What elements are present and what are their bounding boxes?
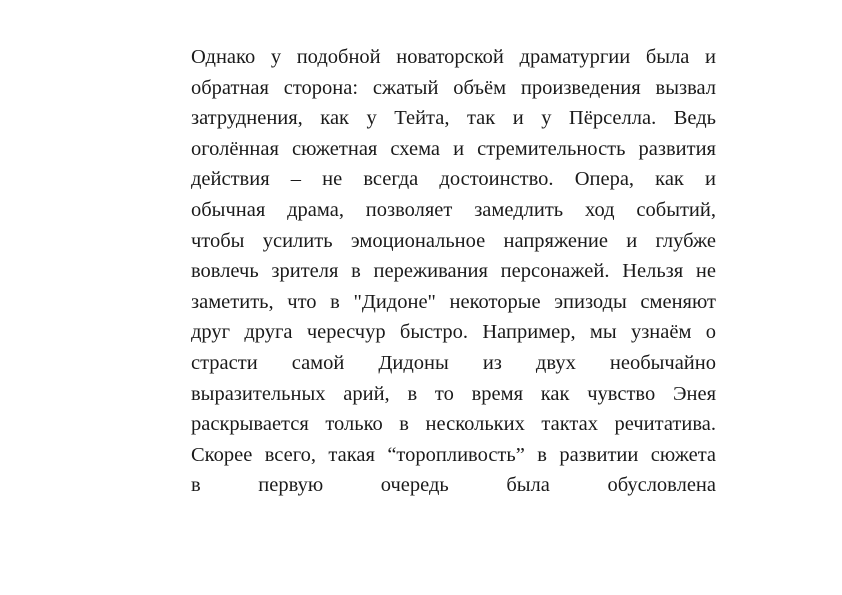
- text-line: Скорее всего, такая “торопливость” в развитии сюжета: [191, 443, 716, 466]
- text-line: оголённая сюжетная схема и стремительность развития: [191, 137, 716, 160]
- text-line: действия – не всегда достоинство. Опера, как и: [191, 168, 716, 191]
- text-line: страсти самой Дидоны из двух необычайно: [191, 351, 716, 374]
- paragraph: [191, 42, 716, 501]
- text-line: вовлечь зрителя в переживания персонажей. Нельзя не: [191, 260, 716, 283]
- text-line: раскрывается только в нескольких тактах речитатива.: [191, 413, 716, 436]
- text-line: Однако у подобной новаторской драматургии была и: [191, 46, 716, 68]
- text-line: затруднения, как у Тейта, так и у Пёрселла. Ведь: [191, 107, 716, 130]
- text-line: чтобы усилить эмоциональное напряжение и глубже: [191, 229, 716, 252]
- text-line: заметить, что в "Дидоне" некоторые эпизоды сменяют: [191, 290, 716, 313]
- text-line: обратная сторона: сжатый объём произведения вызвал: [191, 76, 716, 99]
- text-line: в первую очередь была обусловлена: [191, 474, 716, 497]
- text-line: друг друга чересчур быстро. Например, мы узнаём о: [191, 321, 716, 344]
- text-line: выразительных арий, в то время как чувство Энея: [191, 382, 716, 405]
- text-line: обычная драма, позволяет замедлить ход событий,: [191, 198, 716, 221]
